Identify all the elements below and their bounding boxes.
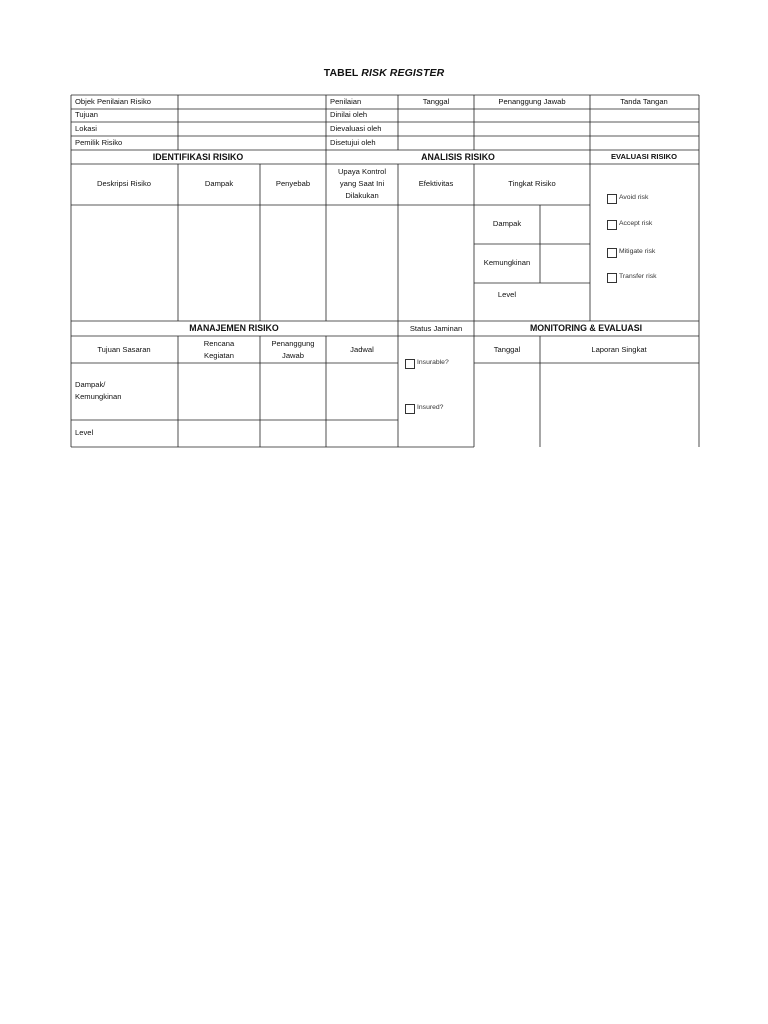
section-monitoring: MONITORING & EVALUASI (529, 323, 643, 333)
header-upaya-l3: Dilakukan (345, 191, 379, 200)
insured-label: Insured? (417, 404, 444, 411)
title-italic: RISK REGISTER (361, 67, 445, 79)
header-monitoring-tanggal: Tanggal (493, 345, 521, 354)
insurable-checkbox[interactable] (405, 359, 415, 369)
section-evaluasi: EVALUASI RISIKO (610, 152, 678, 161)
header-pj-l1: Penanggung (271, 339, 315, 348)
transfer-risk-checkbox[interactable] (607, 273, 617, 283)
avoid-risk-checkbox[interactable] (607, 194, 617, 204)
section-manajemen: MANAJEMEN RISIKO (189, 323, 279, 333)
header-dampak: Dampak (204, 179, 234, 188)
header-upaya-l2: yang Saat Ini (339, 179, 385, 188)
label-dinilai: Dinilai oleh (330, 110, 368, 119)
row-level: Level (75, 428, 94, 437)
insurable-label: Insurable? (417, 359, 449, 366)
label-dievaluasi: Dievaluasi oleh (330, 124, 382, 133)
form-title (0, 67, 768, 79)
accept-risk-label: Accept risk (619, 220, 653, 227)
avoid-risk-label: Avoid risk (619, 194, 649, 201)
header-tanggal: Tanggal (422, 97, 450, 106)
tingkat-dampak: Dampak (492, 219, 522, 228)
label-lokasi: Lokasi (75, 124, 97, 133)
tingkat-kemungkinan: Kemungkinan (483, 258, 531, 267)
mitigate-risk-checkbox[interactable] (607, 248, 617, 258)
header-penyebab: Penyebab (275, 179, 311, 188)
label-objek: Objek Penilaian Risiko (75, 97, 151, 106)
header-deskripsi: Deskripsi Risiko (96, 179, 152, 188)
mitigate-risk-label: Mitigate risk (619, 248, 656, 255)
accept-risk-checkbox[interactable] (607, 220, 617, 230)
header-penanggung-jawab: Penanggung Jawab (498, 97, 566, 106)
header-jadwal: Jadwal (350, 345, 374, 354)
header-tanda-tangan: Tanda Tangan (620, 97, 668, 106)
section-identifikasi: IDENTIFIKASI RISIKO (152, 152, 244, 162)
insured-checkbox[interactable] (405, 404, 415, 414)
row-dampak-l2: Kemungkinan (75, 392, 122, 401)
section-analisis: ANALISIS RISIKO (421, 152, 495, 162)
row-dampak-l1: Dampak/ (75, 380, 106, 389)
header-efektivitas: Efektivitas (418, 179, 454, 188)
tingkat-level: Level (497, 290, 517, 299)
header-laporan: Laporan Singkat (591, 345, 647, 354)
label-pemilik: Pemilik Risiko (75, 138, 123, 147)
header-upaya-l1: Upaya Kontrol (337, 167, 387, 176)
header-tujuan-sasaran: Tujuan Sasaran (97, 345, 151, 354)
header-rencana-l1: Rencana (203, 339, 235, 348)
section-status-jaminan: Status Jaminan (409, 324, 463, 333)
header-pj-l2: Jawab (282, 351, 304, 360)
header-tingkat: Tingkat Risiko (508, 179, 556, 188)
label-penilaian: Penilaian (330, 97, 362, 106)
label-disetujui: Disetujui oleh (330, 138, 376, 147)
transfer-risk-label: Transfer risk (619, 273, 657, 280)
header-rencana-l2: Kegiatan (204, 351, 234, 360)
title-prefix: TABEL (323, 67, 359, 79)
label-tujuan: Tujuan (75, 110, 98, 119)
